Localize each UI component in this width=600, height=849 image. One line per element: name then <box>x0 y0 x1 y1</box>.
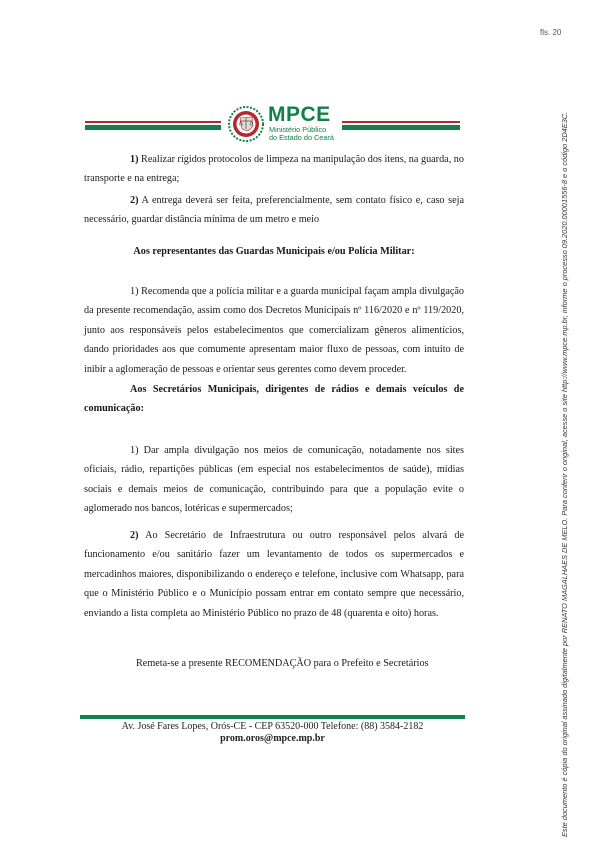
item-number: 2) <box>130 530 139 541</box>
body-block-1 <box>84 150 464 230</box>
closing-block <box>84 654 464 673</box>
header-rule-green-left <box>85 125 221 130</box>
item-1-cleaning <box>84 150 464 189</box>
heading-guardas: Aos representantes das Guardas Municipais e/ou Polícia Militar: <box>133 246 415 257</box>
logo-subtitle-1: Ministério Público <box>269 125 327 134</box>
heading-guardas-block <box>84 242 464 261</box>
heading-secretarios: Aos Secretários Municipais, dirigentes de rádios e demais veículos de comunicação: <box>84 384 464 415</box>
item-number: 2) <box>130 194 139 206</box>
item-text: Realizar rígidos protocolos de limpeza na manipulação dos itens, na guarda, no transporte e na entrega; <box>84 154 464 185</box>
item-text: A entrega deverá ser feita, preferencialmente, sem contato físico e, caso seja necessário, guardar distância mínima de um metro e meio <box>84 194 464 226</box>
closing-text: Remeta-se a presente RECOMENDAÇÃO para o Prefeito e Secretários <box>136 658 429 669</box>
heading-secretarios-block <box>84 380 464 419</box>
header-rule-green-right <box>342 125 460 130</box>
secretarios-item-2 <box>84 526 464 623</box>
secretarios-item-1: 1) Dar ampla divulgação nos meios de comunicação, notadamente nos sites oficiais, rádio, repartições públicas (em especial nos estabelecimentos de saúde), mídias sociais e demais meios de comunicação, contribuindo para que a população evite o aglomerado nos bancos, lotéricas e supermercados; <box>84 445 464 515</box>
page-number: fls. 20 <box>540 28 562 37</box>
header-rule-red-right <box>342 121 460 123</box>
footer-email[interactable]: prom.oros@mpce.mp.br <box>220 733 325 744</box>
item-text: Ao Secretário de Infraestrutura ou outro responsável pelos alvará de funcionamento e/ou sanitário fazer um levantamento de todos os supermercados e mercadinhos maiores, disponibilizando o endereço e telefone, inclusive com Whatsapp, para que o Ministério Público e o Município possam entrar em contato sempre que necessário, enviando a lista completa ao Ministério Público no prazo de 48 (quarenta e oito) horas. <box>84 530 464 619</box>
guardas-item-1: 1) Recomenda que a polícia militar e a guarda municipal façam ampla divulgação da presente recomendação, assim como dos Decretos Municipais nº 116/2020 e nº 119/2020, junto aos responsáveis pelos estabelecimentos que comercializam gêneros alimentícios, dando prioridades aos que comumente apresentam maior fluxo de pessoas, com intuito de inibir a aglomeração de pessoas e orientar seus gerentes como devem proceder. <box>84 286 464 375</box>
footer-address: Av. José Fares Lopes, Orós-CE - CEP 63520-000 Telefone: (88) 3584-2182 <box>121 721 424 732</box>
item-2-delivery <box>84 191 464 230</box>
digital-signature-note: Este documento é cópia do original assinado digitalmente por RENATO MAGALHAES DE MELO. Para conferir o original, acesse o site http://www.mpce.mp.br, informe o processo 09.2020.00001556-8 e o código 2D4E3C. <box>560 111 569 837</box>
logo-subtitle-2: do Estado do Ceará <box>269 133 334 142</box>
mpce-emblem-icon <box>226 104 266 144</box>
header-rule-red-left <box>85 121 221 123</box>
item-number: 1) <box>130 154 139 165</box>
footer-rule <box>80 715 465 719</box>
logo-title: MPCE <box>268 103 331 126</box>
secretarios-block-1 <box>84 441 464 519</box>
mpce-logo <box>226 104 356 146</box>
secretarios-block-2 <box>84 526 464 623</box>
guardas-block <box>84 282 464 379</box>
